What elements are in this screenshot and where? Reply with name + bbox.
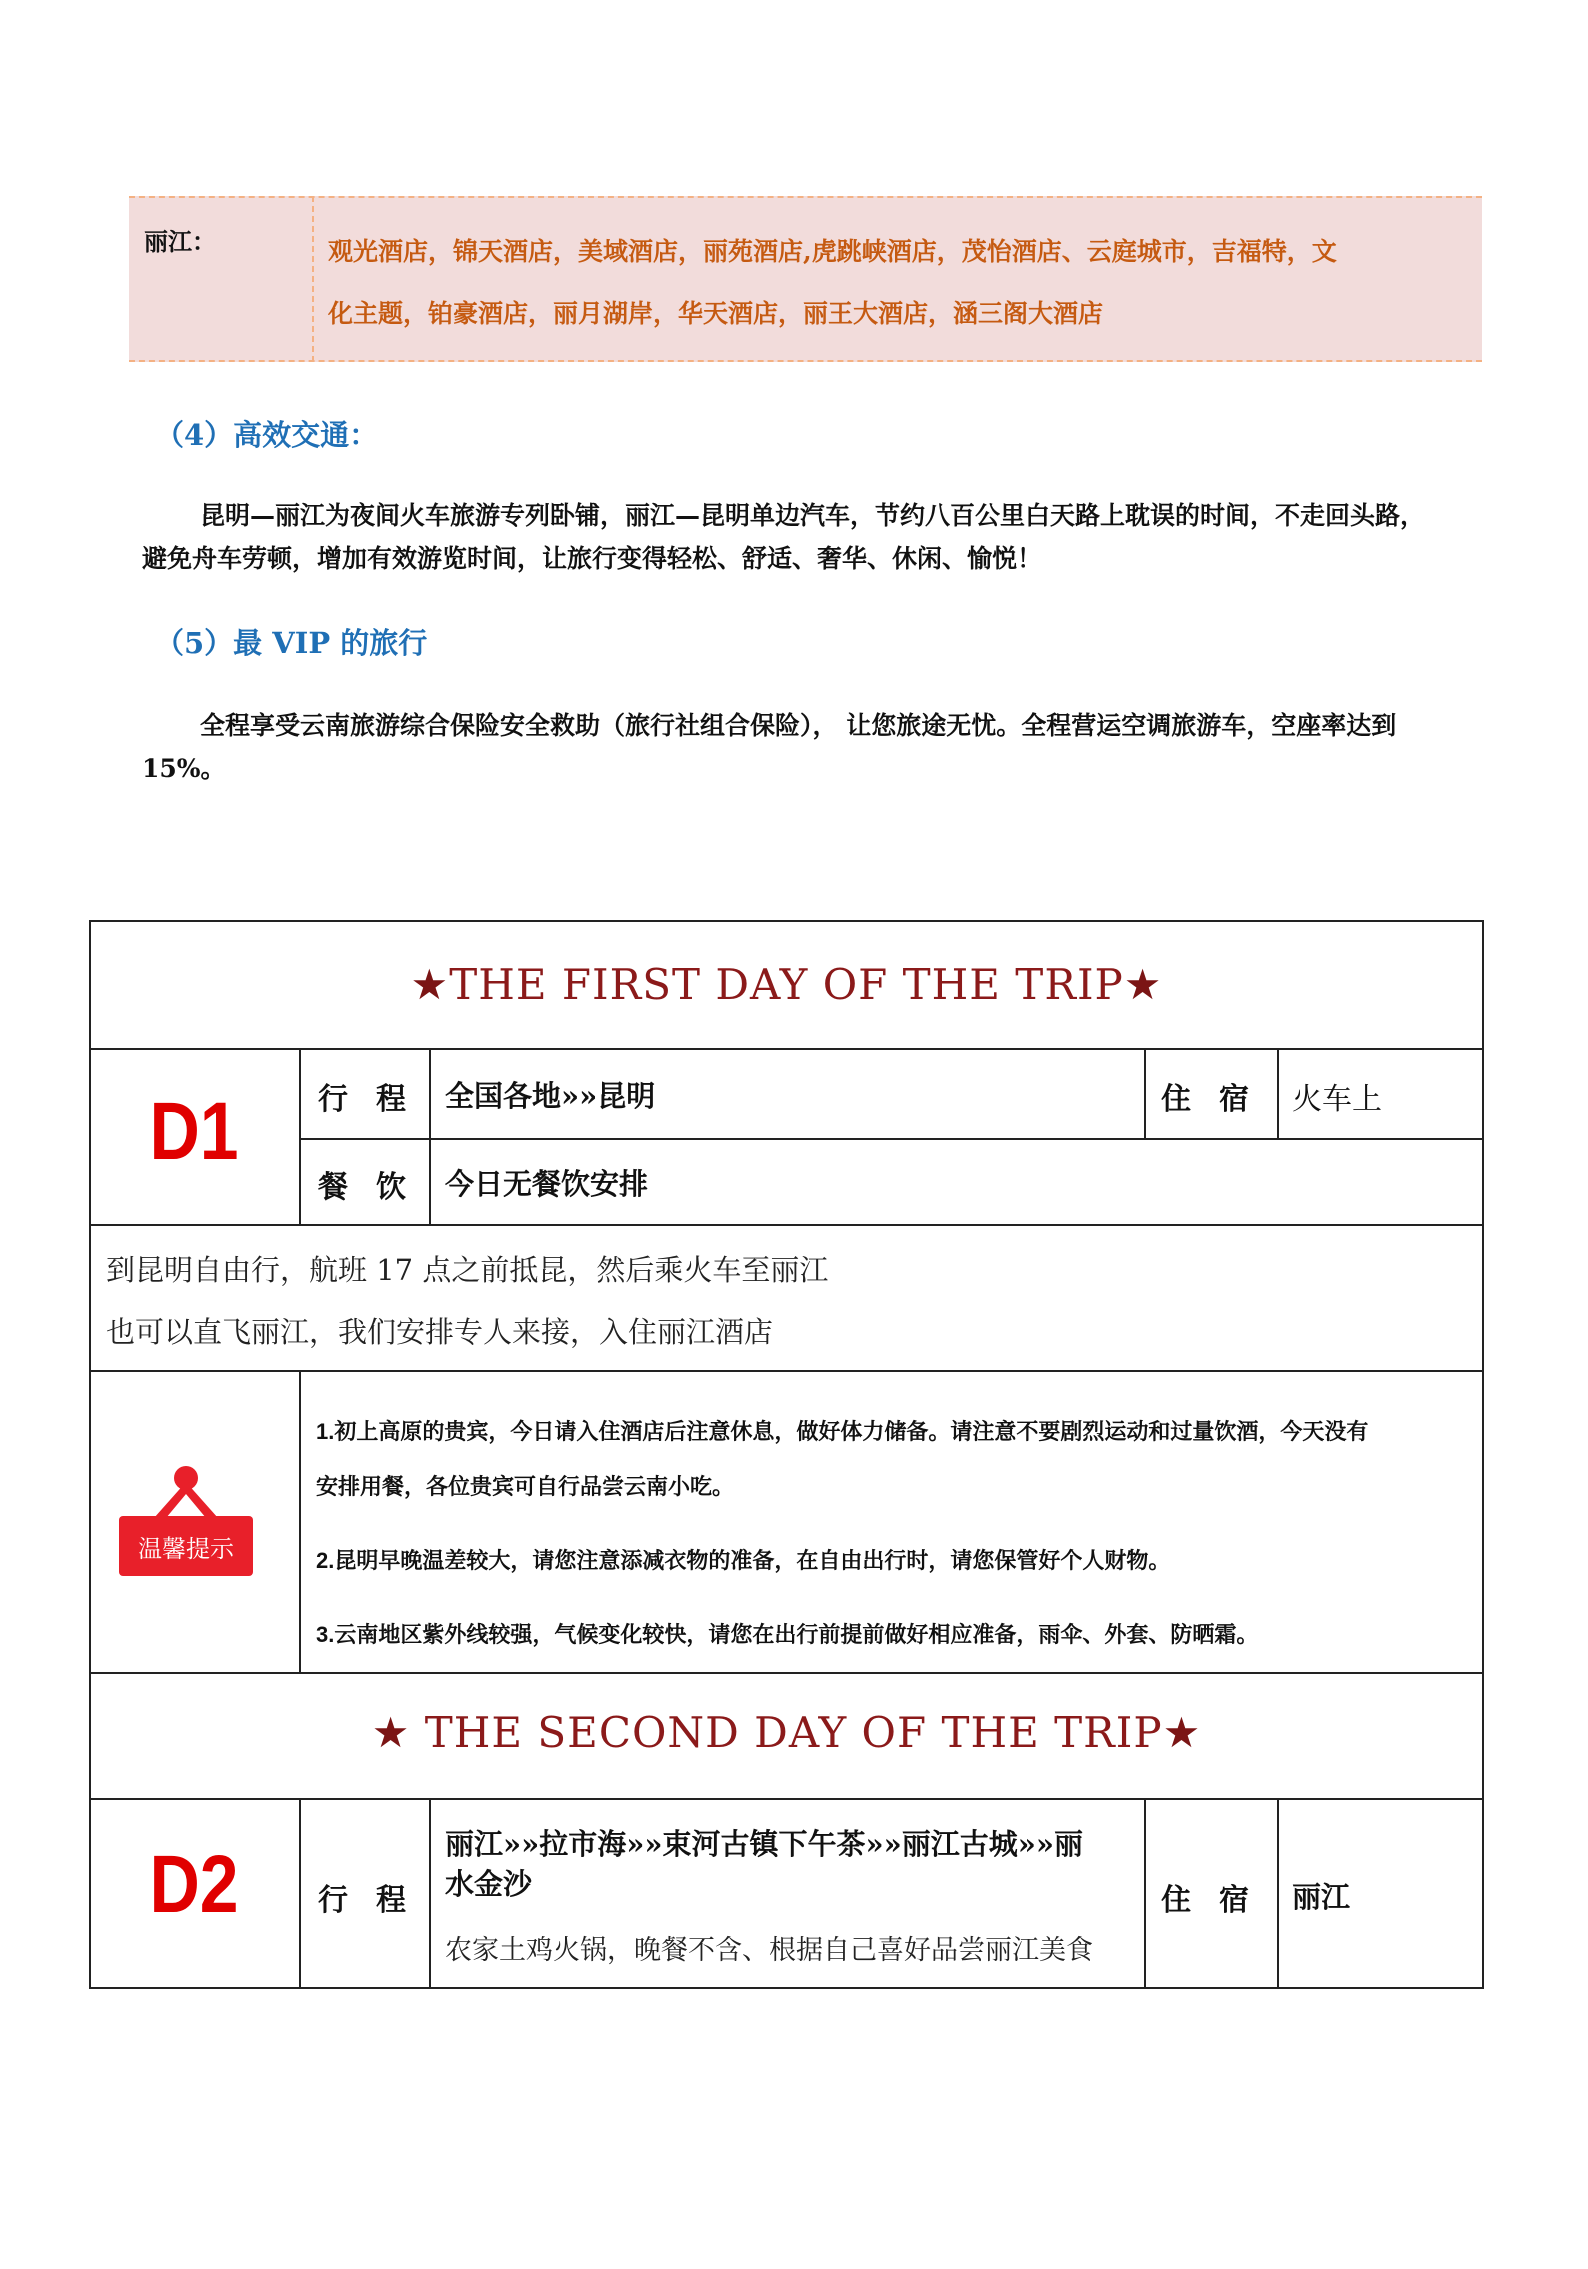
table-rule (89, 1672, 1484, 1674)
table-rule (299, 1048, 301, 1224)
day1-route-label: 行程 (318, 1082, 434, 1117)
day1-label: D1 (149, 1086, 239, 1177)
day1-route-value: 全国各地»»昆明 (445, 1079, 656, 1113)
section-heading-transport: （4）高效交通： (155, 418, 379, 452)
tip-badge: 温馨提示 (119, 1516, 253, 1576)
table-rule (299, 1138, 1484, 1140)
day2-title (89, 1708, 1484, 1757)
day1-stay-value: 火车上 (1292, 1082, 1382, 1117)
hotel-city-label: 丽江： (144, 227, 216, 256)
section-heading-vip: （5）最 VIP 的旅行 (155, 626, 428, 660)
day1-desc-line-1: 到昆明自由行，航班 17 点之前抵昆，然后乘火车至丽江 (106, 1253, 829, 1287)
day2-stay-value: 丽江 (1292, 1880, 1351, 1914)
day2-title-text: THE SECOND DAY OF THE TRIP (410, 1708, 1163, 1757)
day1-stay-label: 住宿 (1161, 1082, 1277, 1117)
tip-2: 2.昆明早晚温差较大，请您注意添减衣物的准备，在自由出行时，请您保管好个人财物。 (316, 1548, 1171, 1573)
tip-1-line-2: 安排用餐，各位贵宾可自行品尝云南小吃。 (316, 1474, 735, 1499)
star-icon: ★ (410, 960, 450, 1009)
table-rule (89, 1224, 1484, 1226)
day1-meal-value: 今日无餐饮安排 (445, 1167, 649, 1201)
hotel-list-line-1: 观光酒店，锦天酒店，美域酒店，丽苑酒店,虎跳峡酒店，茂怡酒店、云庭城市，吉福特，文 (328, 237, 1337, 266)
hotel-list-line-2: 化主题，铂豪酒店，丽月湖岸，华天酒店，丽王大酒店，涵三阁大酒店 (328, 299, 1104, 328)
vip-paragraph: 全程享受云南旅游综合保险安全救助（旅行社组合保险）， 让您旅途无忧。全程营运空调旅游车，空座率达到 15%。 (142, 711, 1397, 783)
section-body-vip (142, 704, 1442, 790)
section-body-transport (142, 494, 1442, 580)
day1-meal-label: 餐饮 (318, 1170, 434, 1205)
day2-label: D2 (149, 1839, 239, 1930)
day1-desc-line-2: 也可以直飞丽江，我们安排专人来接，入住丽江酒店 (106, 1315, 774, 1349)
table-rule (1277, 1048, 1279, 1138)
day2-stay-label: 住宿 (1161, 1883, 1277, 1918)
day2-route-line-2: 水金沙 (445, 1867, 533, 1901)
transport-paragraph: 昆明—丽江为夜间火车旅游专列卧铺，丽江—昆明单边汽车，节约八百公里白天路上耽误的时间，不走回头路，避免舟车劳顿，增加有效游览时间，让旅行变得轻松、舒适、奢华、休闲、愉悦！ (142, 501, 1426, 573)
table-rule (1277, 1798, 1279, 1989)
day1-title-text: THE FIRST DAY OF THE TRIP (449, 960, 1124, 1009)
tip-1-line-1: 1.初上高原的贵宾，今日请入住酒店后注意休息，做好体力储备。请注意不要剧烈运动和过量饮酒，今天没有 (316, 1419, 1369, 1444)
tip-3: 3.云南地区紫外线较强，气候变化较快，请您在出行前提前做好相应准备，雨伞、外套、防晒霜。 (316, 1622, 1259, 1647)
day2-route-line-1: 丽江»»拉市海»»束河古镇下午茶»»丽江古城»»丽 (445, 1827, 1084, 1861)
table-rule (299, 1370, 301, 1672)
table-rule (1144, 1798, 1146, 1989)
hotel-box-divider (312, 196, 314, 362)
hotel-list-box (129, 196, 1482, 362)
star-icon: ★ (371, 1708, 411, 1757)
table-rule (1144, 1048, 1146, 1138)
warning-pin-icon (144, 1464, 228, 1520)
day1-title (89, 960, 1484, 1009)
day2-route-note: 农家土鸡火锅，晚餐不含、根据自己喜好品尝丽江美食 (445, 1935, 1093, 1966)
star-icon: ★ (1162, 1708, 1202, 1757)
table-rule (299, 1798, 301, 1989)
day2-route-label: 行程 (318, 1883, 434, 1918)
star-icon: ★ (1123, 960, 1163, 1009)
